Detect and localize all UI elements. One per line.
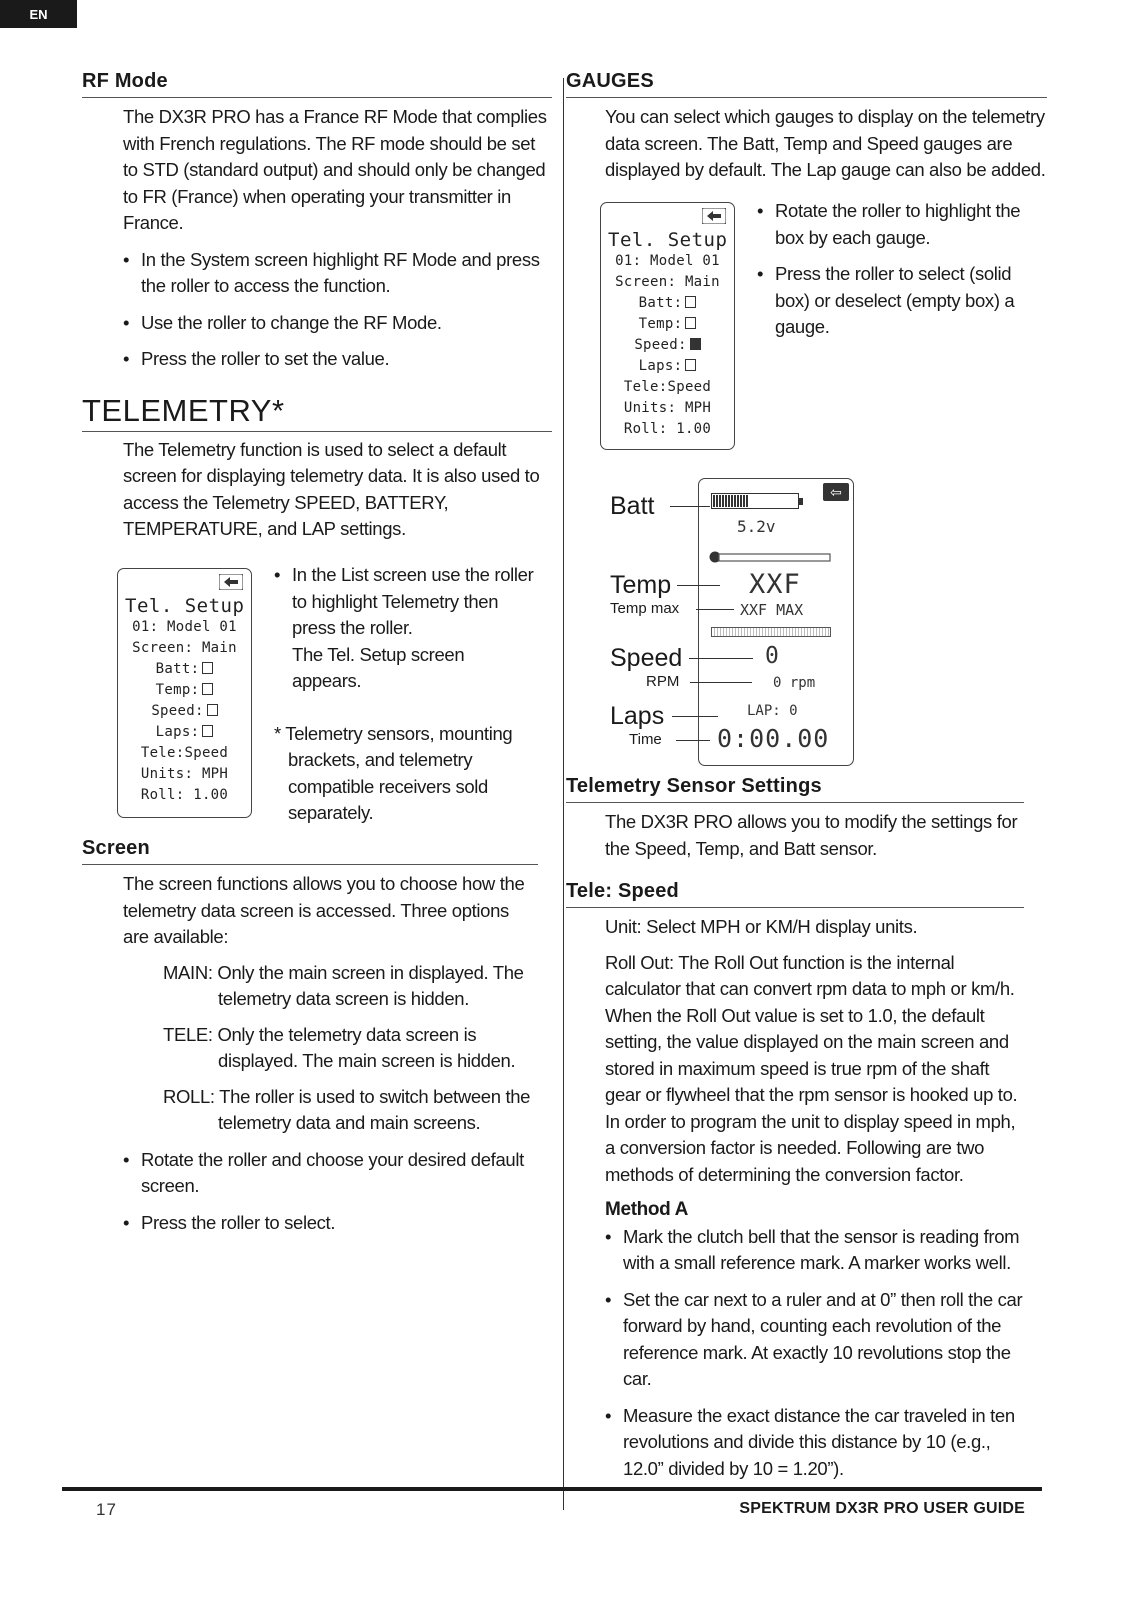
rf-mode-section: [123, 104, 552, 373]
lcd-laps: Laps:: [601, 356, 734, 377]
tel-setup-screen-left: [117, 568, 252, 818]
temp-value: XXF: [749, 569, 801, 600]
checkbox-icon: [202, 662, 213, 674]
time-value: 0:00.00: [717, 724, 830, 753]
method-a-heading: Method A: [605, 1199, 689, 1220]
list-item: • Set the car next to a ruler and at 0” then roll the car forward by hand, counting each revolution of the reference mark. At exactly 10 revolutions stop the car.: [605, 1287, 1024, 1393]
list-item: • Press the roller to select (solid box) or deselect (empty box) a gauge.: [757, 261, 1025, 341]
lcd-units: Units: MPH: [140, 766, 229, 782]
checkbox-icon: [685, 317, 696, 329]
laps-leader-line: [672, 716, 718, 717]
time-leader-line: [676, 740, 710, 741]
tel-setup-screen-right: [600, 202, 735, 450]
telemetry-paragraph: The Telemetry function is used to select a default screen for displaying telemetry data. It is also used to access the Telemetry SPEED, BATTERY, TEMPERATURE, and LAP settings.: [123, 438, 540, 539]
rf-mode-heading: RF Mode: [82, 70, 552, 98]
lcd-screen: Screen: Main: [615, 274, 720, 290]
screen-steps: [123, 1147, 538, 1237]
lcd-model: 01: Model 01: [615, 253, 720, 269]
battery-gauge-tip: [799, 498, 803, 505]
laps-callout: Laps: [610, 702, 665, 730]
unit-paragraph: Unit: Select MPH or KM/H display units.: [605, 916, 918, 937]
rf-mode-steps: [123, 247, 552, 373]
temp-max-callout: Temp max: [610, 600, 680, 617]
checkbox-icon: [685, 359, 696, 371]
checkbox-icon: [202, 683, 213, 695]
telemetry-section: [123, 437, 552, 543]
option-roll: ROLL: The roller is used to switch between the telemetry data and main screens.: [163, 1085, 531, 1133]
back-arrow-icon: ⇦: [823, 483, 849, 501]
temp-callout: Temp: [610, 571, 672, 599]
speed-gauge: [711, 627, 831, 637]
screen-heading: Screen: [82, 837, 538, 865]
speed-value: 0: [765, 643, 779, 669]
page-number: 17: [96, 1500, 117, 1519]
method-a-steps: [605, 1224, 1024, 1483]
option-tele: TELE: Only the telemetry data screen is displayed. The main screen is hidden.: [163, 1023, 516, 1071]
option-main: MAIN: Only the main screen in displayed. The telemetry data screen is hidden.: [163, 961, 524, 1009]
language-tab: EN: [0, 0, 77, 28]
list-item: • Press the roller to select.: [123, 1210, 538, 1237]
lcd-tele: Tele:Speed: [623, 379, 712, 395]
lcd-model: 01: Model 01: [132, 619, 237, 635]
lcd-speed: Speed:: [118, 701, 251, 722]
list-item: • In the List screen use the roller to highlight Telemetry then press the roller.: [274, 562, 536, 642]
list-item: • Press the roller to set the value.: [123, 346, 552, 373]
gauges-paragraph: You can select which gauges to display on the telemetry data screen. The Batt, Temp and Speed gauges are displayed by default. The Lap gauge can also be added.: [605, 106, 1046, 180]
guide-title: SPEKTRUM DX3R PRO USER GUIDE: [739, 1500, 1025, 1517]
lcd-temp: Temp:: [118, 680, 251, 701]
lcd-temp: Temp:: [601, 314, 734, 335]
list-item: • Use the roller to change the RF Mode.: [123, 310, 552, 337]
list-item: • Rotate the roller to highlight the box by each gauge.: [757, 198, 1025, 251]
list-item: • Measure the exact distance the car traveled in ten revolutions and divide this distance by 10 (e.g., 12.0” divided by 10 = 1.20”).: [605, 1403, 1024, 1483]
lcd-units: Units: MPH: [623, 400, 712, 416]
column-divider: [563, 78, 564, 1510]
back-arrow-icon: [219, 574, 243, 590]
gauges-heading: GAUGES: [566, 70, 1047, 98]
time-callout: Time: [629, 731, 662, 748]
list-item: • Rotate the roller and choose your desired default screen.: [123, 1147, 538, 1200]
screen-section: [82, 837, 538, 1236]
list-item: • In the System screen highlight RF Mode and press the roller to access the function.: [123, 247, 552, 300]
tel-setup-note: The Tel. Setup screen appears.: [292, 643, 465, 691]
screen-paragraph: The screen functions allows you to choose how the telemetry data screen is accessed. Three options are available:: [123, 873, 525, 947]
gauges-steps: [757, 198, 1025, 341]
lap-value: LAP: 0: [747, 703, 798, 719]
checkbox-icon: [202, 725, 213, 737]
batt-leader-line: [670, 506, 710, 507]
lcd-roll: Roll: 1.00: [623, 421, 712, 437]
telemetry-footnote: * Telemetry sensors, mounting brackets, and telemetry compatible receivers sold separately.: [274, 722, 513, 823]
telemetry-heading: TELEMETRY*: [82, 393, 552, 432]
lcd-batt: Batt:: [601, 293, 734, 314]
checkbox-icon: [685, 296, 696, 308]
temperature-gauge-icon: [709, 551, 831, 563]
back-arrow-icon: [702, 208, 726, 224]
rollout-paragraph: Roll Out: The Roll Out function is the internal calculator that can convert rpm data to mph or km/h. When the Roll Out value is set to 1.0, the default setting, the value displayed on the main screen and stored in maximum speed is true rpm of the shaft gear or flywheel that the rpm sensor is hooked up to. In order to program the unit to display speed in mph, a conversion factor is needed. Following are two methods of determining the conversion factor.: [605, 951, 1018, 1185]
speed-callout: Speed: [610, 644, 683, 672]
temp-max-leader-line: [696, 609, 734, 610]
telemetry-display: [698, 478, 854, 766]
telemetry-steps: [274, 562, 536, 827]
rf-mode-paragraph: The DX3R PRO has a France RF Mode that complies with French regulations. The RF mode should be set to STD (standard output) and should only be changed to FR (France) when operating your transmitter in France.: [123, 106, 547, 233]
temp-max-value: XXF MAX: [740, 601, 804, 619]
tele-speed-heading: Tele: Speed: [566, 880, 1024, 908]
checkbox-icon: [207, 704, 218, 716]
lcd-roll: Roll: 1.00: [140, 787, 229, 803]
lcd-title: Tel. Setup: [608, 229, 728, 251]
checkbox-checked-icon: [690, 338, 701, 350]
lcd-batt: Batt:: [118, 659, 251, 680]
lcd-screen: Screen: Main: [132, 640, 237, 656]
lcd-speed: Speed:: [601, 335, 734, 356]
rpm-callout: RPM: [646, 673, 680, 690]
list-item: • Mark the clutch bell that the sensor is reading from with a small reference mark. A marker works well.: [605, 1224, 1024, 1277]
lcd-tele: Tele:Speed: [140, 745, 229, 761]
rpm-leader-line: [690, 682, 752, 683]
speed-leader-line: [689, 658, 753, 659]
lcd-title: Tel. Setup: [125, 595, 245, 617]
sensor-paragraph: The DX3R PRO allows you to modify the settings for the Speed, Temp, and Batt sensor.: [605, 811, 1018, 859]
temp-leader-line: [677, 585, 720, 586]
battery-gauge: [711, 493, 799, 509]
sensor-section: [566, 775, 1024, 1482]
batt-callout: Batt: [610, 492, 655, 520]
rpm-value: 0 rpm: [773, 675, 816, 691]
sensor-heading: Telemetry Sensor Settings: [566, 775, 1024, 803]
lcd-laps: Laps:: [118, 722, 251, 743]
voltage-value: 5.2v: [737, 517, 776, 536]
footer-rule: [62, 1487, 1042, 1491]
